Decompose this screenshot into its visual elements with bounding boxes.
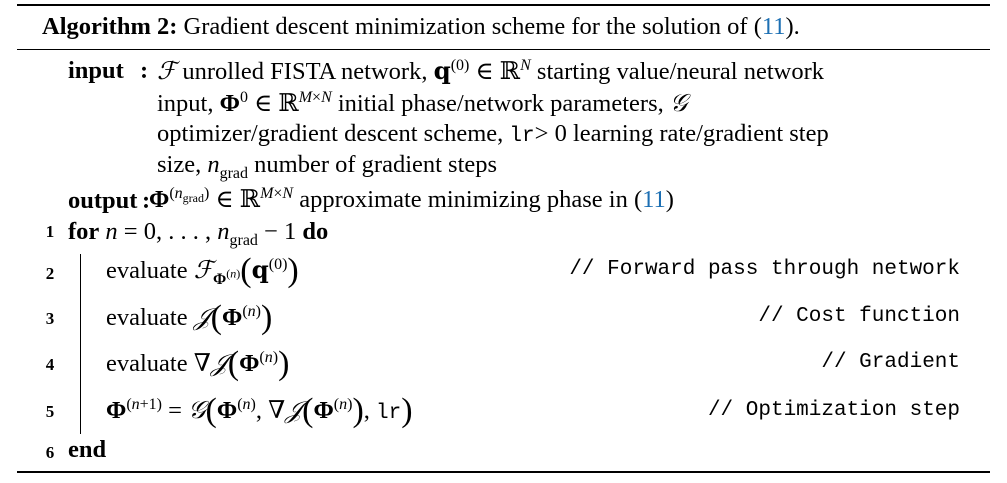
- end-keyword: end: [68, 436, 107, 463]
- algorithm-line-3: evaluate $𝒥(\Phi^{(n)})$: [106, 299, 273, 336]
- caption-label: Algorithm 2:: [42, 13, 178, 40]
- caption-equation-ref[interactable]: 11: [761, 13, 786, 40]
- for-keyword: for: [68, 218, 100, 245]
- input-label: input: [68, 57, 124, 84]
- output-label: output: [68, 187, 138, 214]
- line-number-4: 4: [45, 355, 55, 374]
- algorithm-caption: [42, 11, 800, 43]
- algorithm-line-4: evaluate $\nabla 𝒥(\Phi^{(n)})$: [106, 345, 290, 382]
- line-number-5: 5: [45, 402, 55, 421]
- line-number-6: 6: [45, 443, 55, 462]
- output-equation-ref[interactable]: 11: [642, 186, 666, 213]
- input-line-1: ℱ unrolled FISTA network, $q^{(0)}$ ∈ ℝ$^N$ starting value/neural network: [157, 56, 825, 85]
- top-rule: [17, 4, 990, 6]
- loop-body-bar: [80, 254, 81, 434]
- input-line-2: input, $\Phi^0$ ∈ ℝ$^{M\times N}$ initial phase/network parameters, 𝒢: [157, 88, 688, 117]
- caption-tail: ).: [785, 13, 800, 40]
- output-line: $\Phi^{(n_{grad})}$ ∈ ℝ$^{M\times N}$ approximate minimizing phase in (11): [149, 184, 674, 213]
- line-number-3: 3: [45, 309, 55, 328]
- bottom-rule: [17, 471, 990, 473]
- output-colon: :: [142, 187, 151, 214]
- do-keyword: do: [302, 218, 329, 245]
- input-line-3: optimizer/gradient descent scheme, lr> 0 learning rate/gradient step: [157, 120, 829, 148]
- algorithm-line-6: [68, 434, 106, 466]
- comment-line-5: // Optimization step: [707, 399, 960, 422]
- comment-line-3: // Cost function: [758, 305, 960, 328]
- algorithm-line-2: evaluate $ℱ_{\Phi^{(n)}}(q^{(0)})$: [106, 252, 299, 289]
- algorithm-line-5: $\Phi^{(n+1)}$ = $𝒢(\Phi^{(n)}$, $\nabla 𝒥(\Phi^{(n)})$, lr): [106, 392, 413, 429]
- input-line-4: size, $n_{grad}$ number of gradient steps: [157, 151, 498, 182]
- algorithm-line-1: for n = 0, . . . , $n_{grad} - 1$ do: [68, 218, 329, 249]
- comment-line-4: // Gradient: [821, 351, 960, 374]
- line-number-2: 2: [45, 264, 55, 283]
- comment-line-2: // Forward pass through network: [569, 258, 960, 281]
- line-number-1: 1: [45, 222, 55, 241]
- caption-text: Gradient descent minimization scheme for the solution of (: [177, 13, 762, 40]
- input-colon: :: [140, 57, 149, 84]
- caption-rule: [17, 49, 990, 50]
